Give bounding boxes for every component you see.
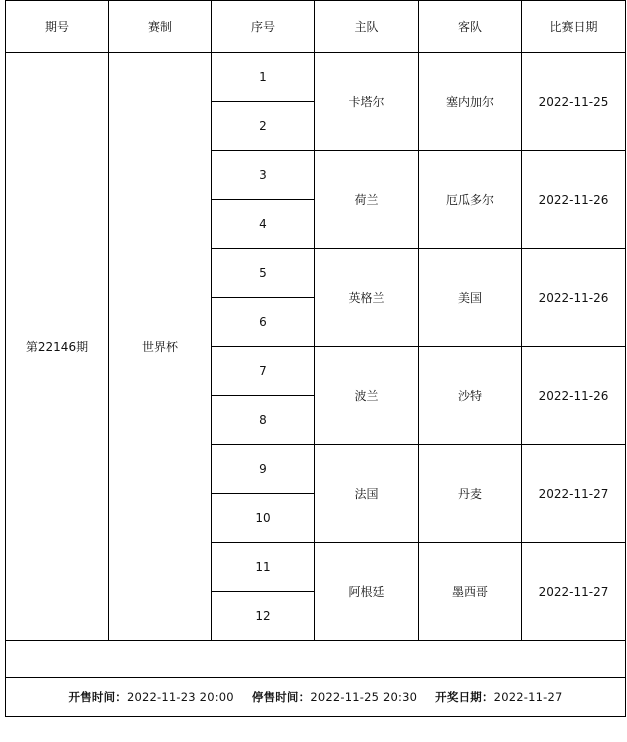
seq-cell: 3 [212, 151, 315, 200]
away-team-cell: 美国 [419, 249, 522, 347]
away-team-cell: 塞内加尔 [419, 53, 522, 151]
header-date: 比赛日期 [522, 1, 626, 53]
blank-row [6, 641, 626, 678]
home-team-cell: 荷兰 [315, 151, 419, 249]
header-competition: 赛制 [109, 1, 212, 53]
away-team-cell: 墨西哥 [419, 543, 522, 641]
sale-start-label: 开售时间： [68, 690, 127, 704]
match-date-cell: 2022-11-25 [522, 53, 626, 151]
issue-cell: 第22146期 [6, 53, 109, 641]
seq-cell: 6 [212, 298, 315, 347]
match-date-cell: 2022-11-26 [522, 151, 626, 249]
competition-cell: 世界杯 [109, 53, 212, 641]
away-team-cell: 沙特 [419, 347, 522, 445]
header-issue: 期号 [6, 1, 109, 53]
home-team-cell: 英格兰 [315, 249, 419, 347]
match-date-cell: 2022-11-27 [522, 445, 626, 543]
footer-row [6, 678, 626, 717]
seq-cell: 11 [212, 543, 315, 592]
match-date-cell: 2022-11-26 [522, 249, 626, 347]
seq-cell: 1 [212, 53, 315, 102]
header-seq: 序号 [212, 1, 315, 53]
blank-cell [6, 641, 626, 678]
away-team-cell: 厄瓜多尔 [419, 151, 522, 249]
seq-cell: 5 [212, 249, 315, 298]
seq-cell: 12 [212, 592, 315, 641]
header-row [6, 1, 626, 53]
schedule-table [5, 0, 626, 717]
seq-cell: 2 [212, 102, 315, 151]
draw-date-label: 开奖日期： [435, 690, 494, 704]
away-team-cell: 丹麦 [419, 445, 522, 543]
header-home: 主队 [315, 1, 419, 53]
footer-cell [6, 678, 626, 717]
seq-cell: 9 [212, 445, 315, 494]
seq-cell: 4 [212, 200, 315, 249]
seq-cell: 10 [212, 494, 315, 543]
sale-end-label: 停售时间： [251, 690, 311, 704]
match-date-cell: 2022-11-26 [522, 347, 626, 445]
table-row [6, 53, 626, 102]
header-away: 客队 [419, 1, 522, 53]
sale-end-value: 2022-11-25 20:30 [310, 690, 418, 704]
home-team-cell: 法国 [315, 445, 419, 543]
seq-cell: 8 [212, 396, 315, 445]
seq-cell: 7 [212, 347, 315, 396]
home-team-cell: 卡塔尔 [315, 53, 419, 151]
sale-start-value: 2022-11-23 20:00 [126, 690, 234, 704]
draw-date-value: 2022-11-27 [493, 690, 563, 704]
home-team-cell: 波兰 [315, 347, 419, 445]
match-date-cell: 2022-11-27 [522, 543, 626, 641]
home-team-cell: 阿根廷 [315, 543, 419, 641]
